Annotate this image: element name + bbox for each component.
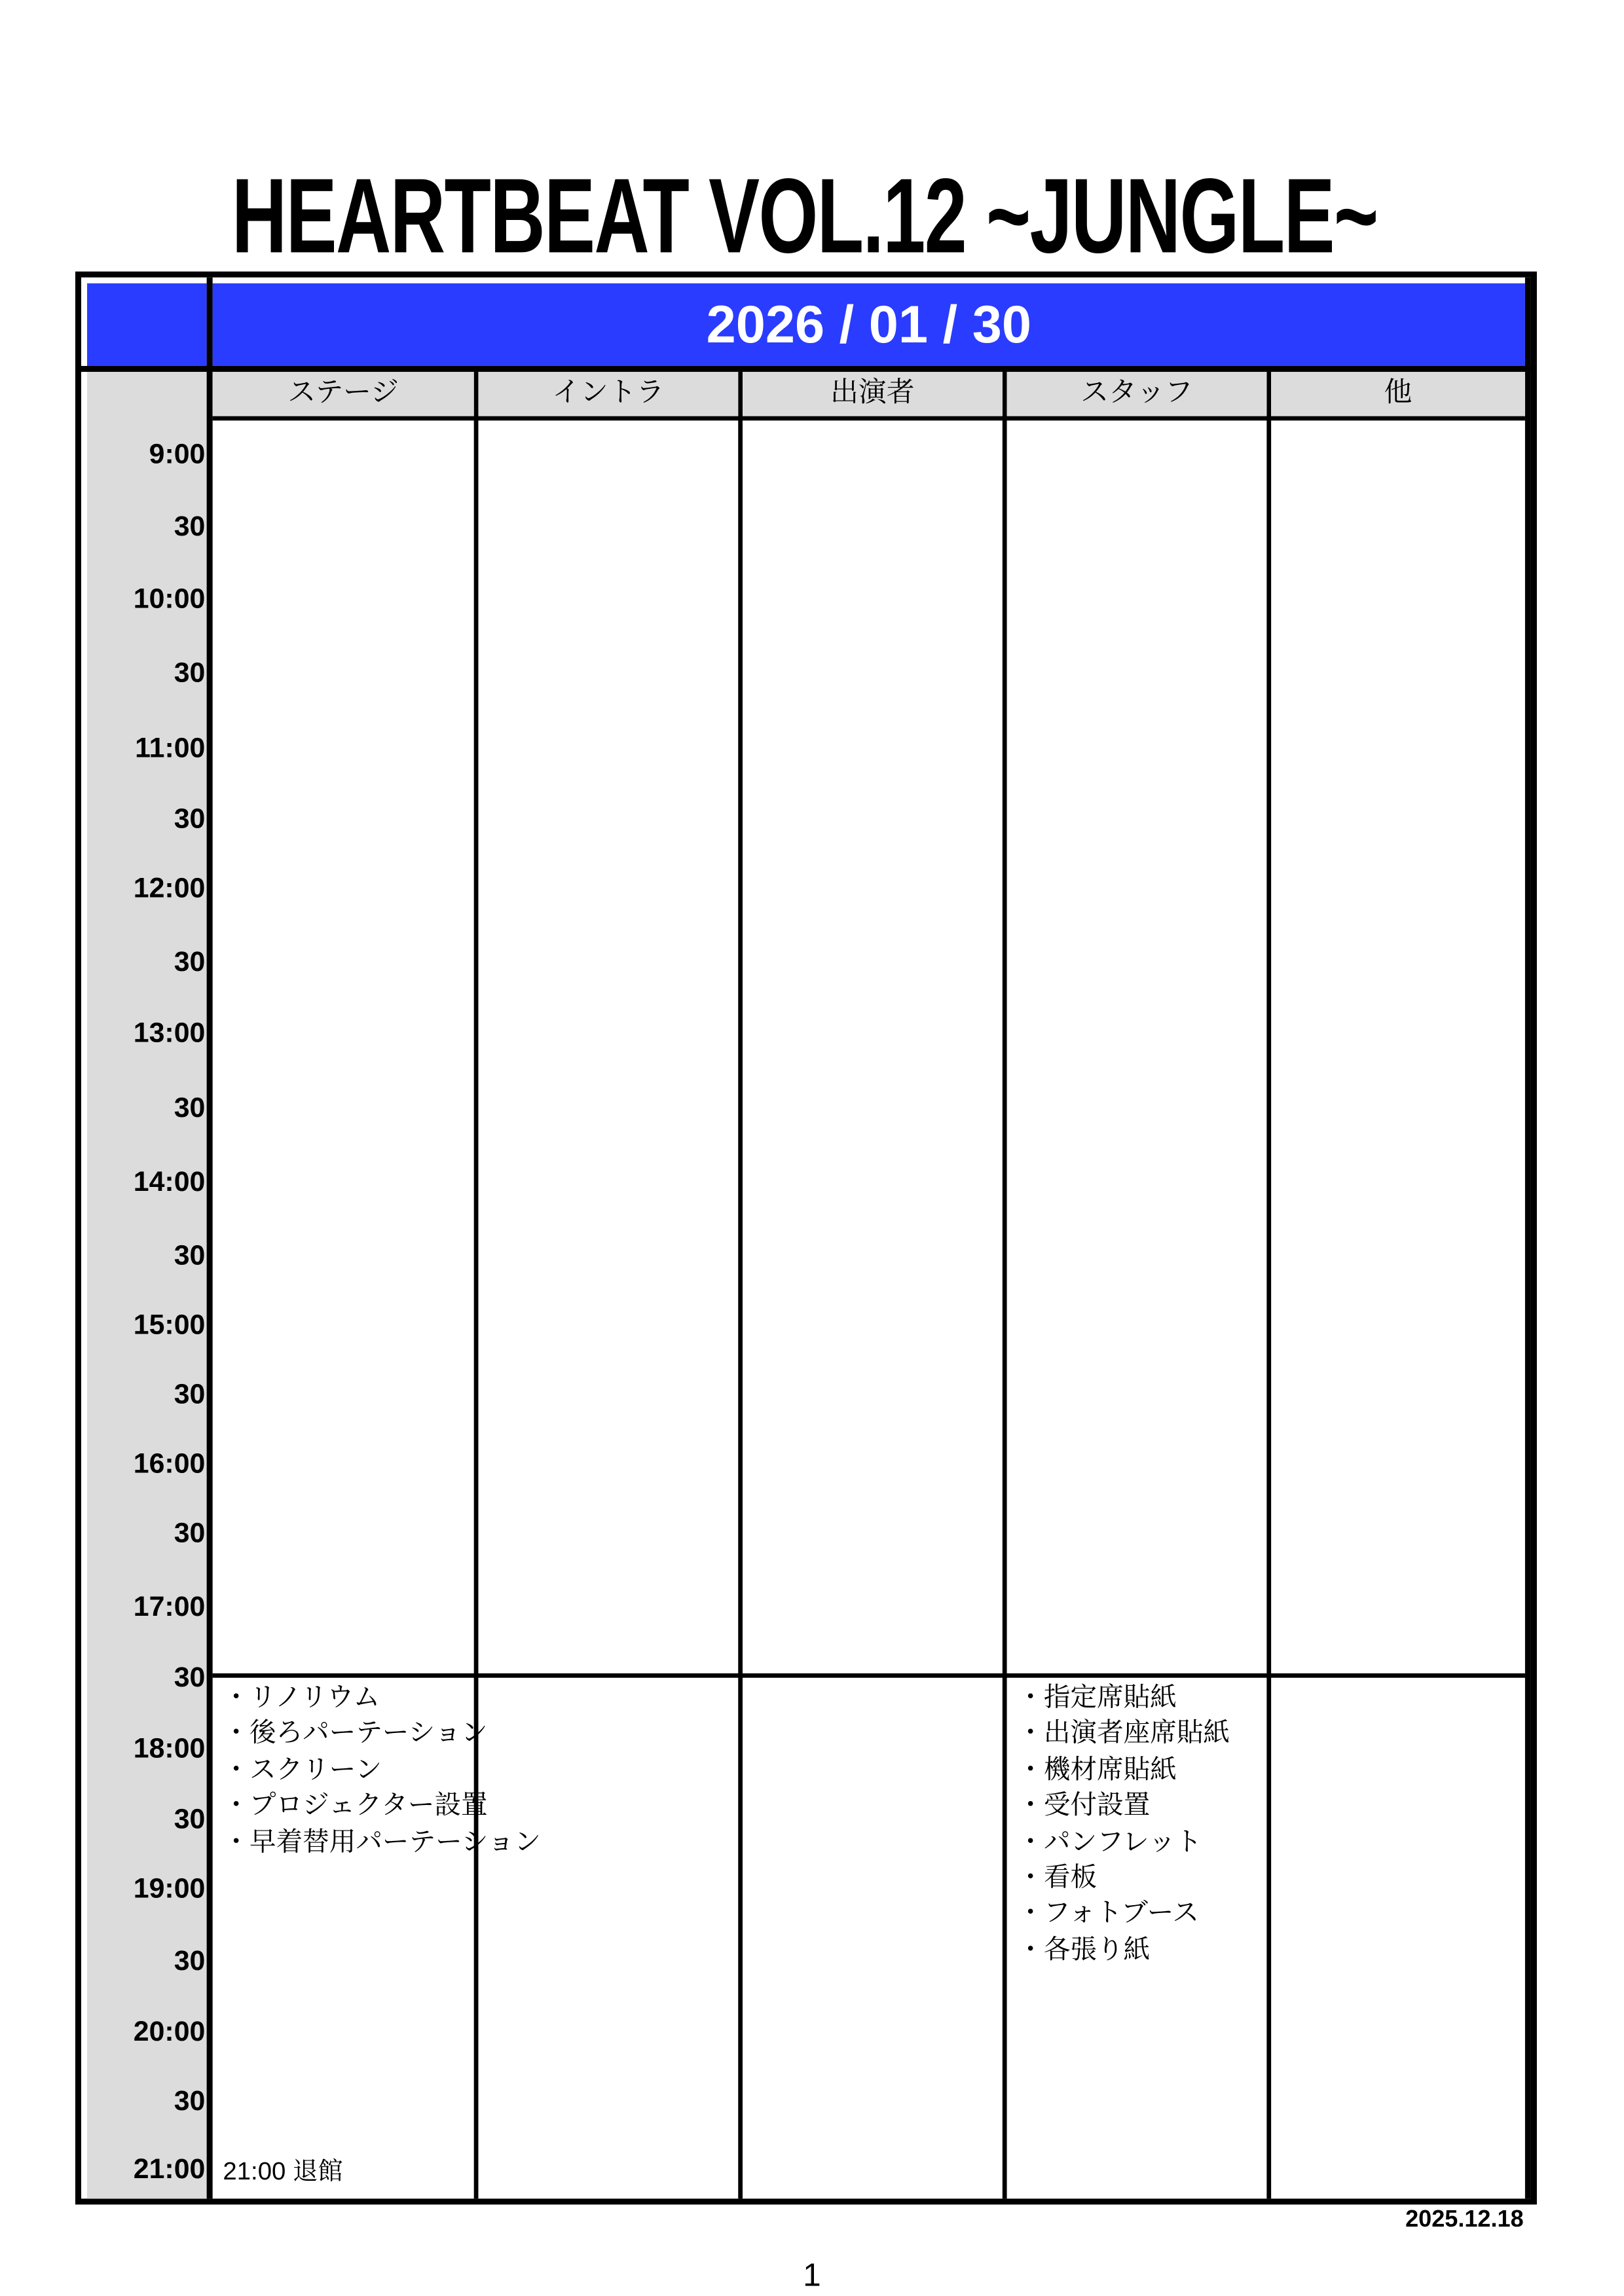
time-label: 13:00 <box>133 1018 206 1049</box>
list-item: ・パンフレット <box>1017 1826 1202 1856</box>
time-label: 30 <box>174 1379 206 1411</box>
list-item: ・早着替用パーテーション <box>223 1826 541 1856</box>
column-divider <box>1266 372 1271 2198</box>
time-label: 30 <box>174 804 206 835</box>
time-label: 30 <box>174 1241 206 1272</box>
column-header-stage: ステージ <box>213 372 474 416</box>
list-item: ・各張り紙 <box>1017 1934 1151 1964</box>
stage-setup-list <box>223 1679 540 1859</box>
page-number: 1 <box>803 2256 821 2293</box>
time-label: 17:00 <box>133 1592 206 1624</box>
time-label: 30 <box>174 2086 206 2118</box>
right-border <box>1525 278 1531 2199</box>
list-item: ・出演者座席貼紙 <box>1017 1718 1230 1748</box>
column-header-intra: イントラ <box>478 372 738 416</box>
time-label: 30 <box>174 1093 206 1125</box>
column-header-staff: スタッフ <box>1007 372 1267 416</box>
time-label: 10:00 <box>133 584 206 615</box>
time-label: 9:00 <box>149 439 206 471</box>
section-rule <box>213 1673 1525 1678</box>
column-header-performers: 出演者 <box>743 372 1003 416</box>
staff-setup-list <box>1017 1679 1230 1967</box>
time-label: 30 <box>174 512 206 543</box>
time-label: 11:00 <box>135 733 206 765</box>
list-item: ・指定席貼紙 <box>1017 1682 1177 1712</box>
time-label: 15:00 <box>133 1310 206 1341</box>
time-label: 30 <box>174 1663 206 1694</box>
time-label: 18:00 <box>133 1734 206 1765</box>
list-item: ・機材席貼紙 <box>1017 1754 1177 1784</box>
time-label: 16:00 <box>133 1449 206 1480</box>
time-label: 30 <box>174 1804 206 1836</box>
time-label: 30 <box>174 658 206 689</box>
column-header-other: 他 <box>1271 372 1525 416</box>
column-head-rule <box>213 416 1525 421</box>
header-rule <box>81 366 1531 372</box>
time-label: 30 <box>174 947 206 979</box>
schedule-table <box>75 272 1537 2205</box>
time-label: 12:00 <box>133 873 206 905</box>
time-label: 30 <box>174 1518 206 1550</box>
time-label: 14:00 <box>133 1167 206 1199</box>
time-label: 20:00 <box>133 2017 206 2049</box>
revision-date: 2025.12.18 <box>1405 2207 1524 2233</box>
list-item: ・プロジェクター設置 <box>223 1790 488 1820</box>
time-column-divider <box>207 278 213 2199</box>
time-label: 19:00 <box>133 1874 206 1905</box>
time-column <box>87 372 207 2198</box>
document-title: HEARTBEAT VOL.12 ~JUNGLE~ <box>231 158 1378 276</box>
list-item: ・リノリウム <box>223 1682 380 1712</box>
list-item: ・看板 <box>1017 1862 1098 1892</box>
list-item: ・受付設置 <box>1017 1790 1151 1820</box>
time-label: 21:00 <box>133 2154 206 2186</box>
list-item: ・スクリーン <box>223 1754 382 1784</box>
column-divider <box>1003 372 1007 2198</box>
closing-note: 21:00 退館 <box>223 2157 343 2186</box>
time-label: 30 <box>174 1946 206 1978</box>
date-header: 2026 / 01 / 30 <box>213 283 1525 366</box>
column-divider <box>474 372 479 2198</box>
list-item: ・後ろパーテーション <box>223 1718 488 1748</box>
list-item: ・フォトブース <box>1017 1898 1199 1928</box>
column-divider <box>738 372 743 2198</box>
header-corner-cell <box>87 283 207 366</box>
